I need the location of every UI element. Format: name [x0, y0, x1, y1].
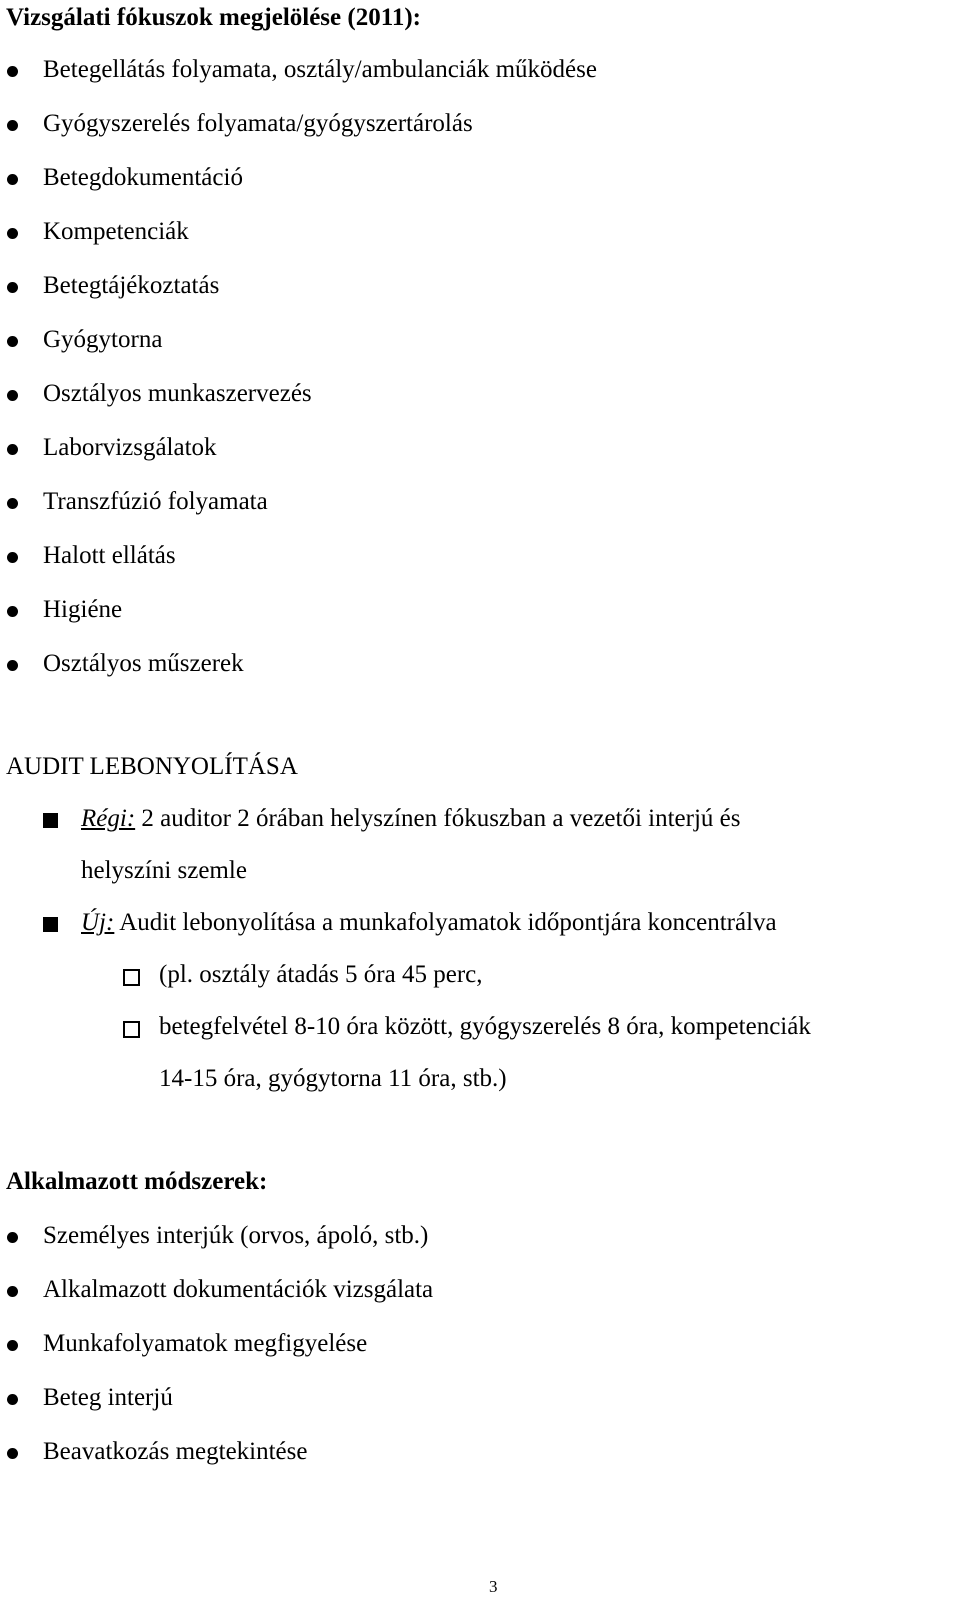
- empty-square-bullet-icon: [123, 1021, 140, 1038]
- list-item-text: Kompetenciák: [43, 218, 189, 245]
- bullet-icon: [7, 606, 18, 617]
- audit-old-label: Régi:: [81, 805, 136, 832]
- list-item-text: Alkalmazott dokumentációk vizsgálata: [43, 1276, 434, 1303]
- bullet-icon: [7, 120, 18, 131]
- list-item-text: Személyes interjúk (orvos, ápoló, stb.): [43, 1222, 429, 1249]
- bullet-icon: [7, 228, 18, 239]
- bullet-icon: [7, 282, 18, 293]
- list-item-text: Betegellátás folyamata, osztály/ambulanciák működése: [43, 56, 597, 83]
- list-item-text: Halott ellátás: [43, 542, 176, 569]
- audit-old-line: [81, 806, 741, 831]
- list-item-text: Osztályos műszerek: [43, 650, 244, 677]
- list-item-text: Gyógyszerelés folyamata/gyógyszertárolás: [43, 110, 473, 137]
- list-item-text: Gyógytorna: [43, 326, 163, 353]
- bullet-icon: [7, 1286, 18, 1297]
- page-number: 3: [489, 1577, 498, 1596]
- methods-heading: Alkalmazott módszerek:: [6, 1168, 268, 1195]
- audit-old-continuation: helyszíni szemle: [81, 857, 247, 884]
- bullet-icon: [7, 498, 18, 509]
- bullet-icon: [7, 660, 18, 671]
- audit-heading: AUDIT LEBONYOLÍTÁSA: [6, 753, 298, 780]
- list-item-text: Beavatkozás megtekintése: [43, 1438, 308, 1465]
- audit-new-text: Audit lebonyolítása a munkafolyamatok időpontjára koncentrálva: [114, 909, 777, 936]
- empty-square-bullet-icon: [123, 969, 140, 986]
- list-item-text: Beteg interjú: [43, 1384, 173, 1411]
- focus-heading: Vizsgálati fókuszok megjelölése (2011):: [6, 4, 421, 31]
- list-item-text: Betegdokumentáció: [43, 164, 243, 191]
- bullet-icon: [7, 1340, 18, 1351]
- audit-old-text: 2 auditor 2 órában helyszínen fókuszban a vezetői interjú és: [135, 805, 741, 832]
- bullet-icon: [7, 390, 18, 401]
- bullet-icon: [7, 1394, 18, 1405]
- bullet-icon: [7, 174, 18, 185]
- audit-sub-continuation: 14-15 óra, gyógytorna 11 óra, stb.): [159, 1065, 507, 1092]
- bullet-icon: [7, 66, 18, 77]
- bullet-icon: [7, 336, 18, 347]
- audit-sub-item: (pl. osztály átadás 5 óra 45 perc,: [159, 961, 483, 988]
- list-item-text: Osztályos munkaszervezés: [43, 380, 312, 407]
- bullet-icon: [7, 552, 18, 563]
- bullet-icon: [7, 444, 18, 455]
- filled-square-bullet-icon: [43, 917, 58, 932]
- list-item-text: Laborvizsgálatok: [43, 434, 217, 461]
- bullet-icon: [7, 1232, 18, 1243]
- audit-sub-item: betegfelvétel 8-10 óra között, gyógyszerelés 8 óra, kompetenciák: [159, 1013, 811, 1040]
- audit-new-label: Új:: [81, 909, 115, 936]
- list-item-text: Betegtájékoztatás: [43, 272, 220, 299]
- list-item-text: Transzfúzió folyamata: [43, 488, 268, 515]
- list-item-text: Munkafolyamatok megfigyelése: [43, 1330, 368, 1357]
- audit-new-line: [81, 910, 777, 935]
- list-item-text: Higiéne: [43, 596, 123, 623]
- bullet-icon: [7, 1448, 18, 1459]
- filled-square-bullet-icon: [43, 813, 58, 828]
